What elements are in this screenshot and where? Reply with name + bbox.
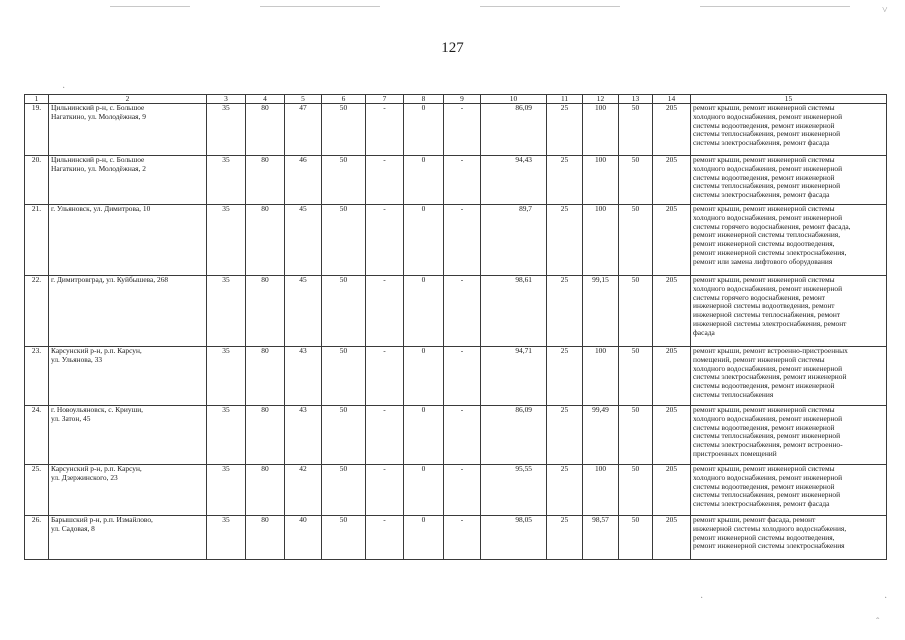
row-number: 23. <box>25 347 49 406</box>
col-6-cell: 50 <box>322 465 366 516</box>
col-14-cell: 205 <box>653 104 691 156</box>
col-4-cell: 80 <box>246 104 285 156</box>
col-9-cell: - <box>444 104 481 156</box>
col-14-cell: 205 <box>653 205 691 276</box>
col-8-cell: 0 <box>404 104 444 156</box>
col-5-cell: 47 <box>285 104 322 156</box>
column-header-15: 15 <box>691 95 887 104</box>
repair-program-table <box>24 94 887 560</box>
col-11-cell: 25 <box>547 156 583 205</box>
col-12-cell: 99,15 <box>583 276 619 347</box>
col-12-cell: 100 <box>583 347 619 406</box>
col-3-cell: 35 <box>207 276 246 347</box>
col-8-cell: 0 <box>404 347 444 406</box>
col-4-cell: 80 <box>246 156 285 205</box>
column-header-6: 6 <box>322 95 366 104</box>
col-5-cell: 46 <box>285 156 322 205</box>
col-4-cell: 80 <box>246 406 285 465</box>
col-6-cell: 50 <box>322 205 366 276</box>
col-14-cell: 205 <box>653 465 691 516</box>
col-9-cell: - <box>444 156 481 205</box>
works-list-cell: ремонт крыши, ремонт инженерной системы холодного водоснабжения, ремонт инженерной системы горячего водоснабжения, ремонт фасада, ремонт инженерной системы теплоснабжения, ремонт инженерной системы водоотведения, ремонт инженерной системы электроснабжения, ремонт или замена лифтового оборудования <box>691 205 887 276</box>
col-7-cell: - <box>366 406 404 465</box>
col-8-cell: 0 <box>404 205 444 276</box>
col-10-cell: 95,55 <box>481 465 547 516</box>
column-header-11: 11 <box>547 95 583 104</box>
scan-edge-line <box>260 6 380 7</box>
table-row <box>25 104 887 156</box>
col-7-cell: - <box>366 465 404 516</box>
col-13-cell: 50 <box>619 205 653 276</box>
col-3-cell: 35 <box>207 104 246 156</box>
col-10-cell: 98,61 <box>481 276 547 347</box>
col-7-cell: - <box>366 104 404 156</box>
address-cell: г. Новоульяновск, с. Криуши, ул. Затон, 45 <box>49 406 207 465</box>
column-header-2: 2 <box>49 95 207 104</box>
col-11-cell: 25 <box>547 205 583 276</box>
col-4-cell: 80 <box>246 516 285 560</box>
column-header-8: 8 <box>404 95 444 104</box>
scan-dot: · <box>700 593 704 604</box>
col-3-cell: 35 <box>207 516 246 560</box>
col-14-cell: 205 <box>653 276 691 347</box>
col-14-cell: 205 <box>653 516 691 560</box>
works-list-cell: ремонт крыши, ремонт инженерной системы холодного водоснабжения, ремонт инженерной системы водоотведения, ремонт инженерной системы теплоснабжения, ремонт инженерной системы электроснабжения, ремонт фасада <box>691 156 887 205</box>
scan-mark: ˅ <box>882 5 888 16</box>
col-6-cell: 50 <box>322 104 366 156</box>
col-8-cell: 0 <box>404 516 444 560</box>
col-5-cell: 45 <box>285 276 322 347</box>
column-header-4: 4 <box>246 95 285 104</box>
col-9-cell: - <box>444 516 481 560</box>
scan-edge-line <box>480 6 620 7</box>
col-10-cell: 98,05 <box>481 516 547 560</box>
scan-dot: · <box>884 593 888 604</box>
works-list-cell: ремонт крыши, ремонт инженерной системы холодного водоснабжения, ремонт инженерной системы водоотведения, ремонт инженерной системы теплоснабжения, ремонт инженерной системы электроснабжения, ремонт фасада <box>691 104 887 156</box>
row-number: 22. <box>25 276 49 347</box>
col-10-cell: 86,09 <box>481 104 547 156</box>
col-10-cell: 94,71 <box>481 347 547 406</box>
column-header-7: 7 <box>366 95 404 104</box>
scan-edge-line <box>110 6 190 7</box>
row-number: 21. <box>25 205 49 276</box>
col-13-cell: 50 <box>619 104 653 156</box>
col-5-cell: 42 <box>285 465 322 516</box>
table-row <box>25 205 887 276</box>
row-number: 25. <box>25 465 49 516</box>
col-12-cell: 100 <box>583 104 619 156</box>
col-13-cell: 50 <box>619 516 653 560</box>
works-list-cell: ремонт крыши, ремонт фасада, ремонт инженерной системы холодного водоснабжения, ремонт инженерной системы водоотведения, ремонт инженерной системы электроснабжения <box>691 516 887 560</box>
col-6-cell: 50 <box>322 347 366 406</box>
col-5-cell: 43 <box>285 406 322 465</box>
works-list-cell: ремонт крыши, ремонт инженерной системы холодного водоснабжения, ремонт инженерной системы водоотведения, ремонт инженерной системы теплоснабжения, ремонт инженерной системы электроснабжения, ремонт встроенно- пристроенных помещений <box>691 406 887 465</box>
address-cell: г. Димитровград, ул. Куйбышева, 268 <box>49 276 207 347</box>
scan-mark: ˆ <box>876 617 880 628</box>
col-3-cell: 35 <box>207 347 246 406</box>
col-3-cell: 35 <box>207 465 246 516</box>
col-13-cell: 50 <box>619 465 653 516</box>
col-12-cell: 99,49 <box>583 406 619 465</box>
col-6-cell: 50 <box>322 516 366 560</box>
col-3-cell: 35 <box>207 156 246 205</box>
col-8-cell: 0 <box>404 156 444 205</box>
row-number: 26. <box>25 516 49 560</box>
col-6-cell: 50 <box>322 276 366 347</box>
col-7-cell: - <box>366 276 404 347</box>
col-3-cell: 35 <box>207 205 246 276</box>
scan-dot: · <box>62 83 66 94</box>
col-12-cell: 100 <box>583 465 619 516</box>
col-10-cell: 86,09 <box>481 406 547 465</box>
row-number: 20. <box>25 156 49 205</box>
address-cell: Карсунский р-н, р.п. Карсун, ул. Дзержинского, 23 <box>49 465 207 516</box>
table-row <box>25 406 887 465</box>
col-7-cell: - <box>366 347 404 406</box>
works-list-cell: ремонт крыши, ремонт инженерной системы холодного водоснабжения, ремонт инженерной системы водоотведения, ремонт инженерной системы теплоснабжения, ремонт инженерной системы электроснабжения, ремонт фасада <box>691 465 887 516</box>
col-6-cell: 50 <box>322 156 366 205</box>
col-9-cell: - <box>444 205 481 276</box>
col-11-cell: 25 <box>547 406 583 465</box>
table-row <box>25 347 887 406</box>
table-header-row <box>25 95 887 104</box>
table-row <box>25 276 887 347</box>
scan-edge-line <box>700 6 850 7</box>
col-11-cell: 25 <box>547 276 583 347</box>
column-header-13: 13 <box>619 95 653 104</box>
col-9-cell: - <box>444 276 481 347</box>
works-list-cell: ремонт крыши, ремонт инженерной системы холодного водоснабжения, ремонт инженерной системы горячего водоснабжения, ремонт инженерной системы водоотведения, ремонт инженерной системы теплоснабжения, ремонт инженерной системы электроснабжения, ремонт фасада <box>691 276 887 347</box>
column-header-9: 9 <box>444 95 481 104</box>
column-header-3: 3 <box>207 95 246 104</box>
col-7-cell: - <box>366 156 404 205</box>
col-4-cell: 80 <box>246 276 285 347</box>
table-row <box>25 156 887 205</box>
col-5-cell: 45 <box>285 205 322 276</box>
col-4-cell: 80 <box>246 465 285 516</box>
column-header-5: 5 <box>285 95 322 104</box>
col-4-cell: 80 <box>246 205 285 276</box>
col-11-cell: 25 <box>547 104 583 156</box>
address-cell: Цильнинский р-н, с. Большое Нагаткино, ул. Молодёжная, 2 <box>49 156 207 205</box>
col-8-cell: 0 <box>404 406 444 465</box>
col-7-cell: - <box>366 516 404 560</box>
column-header-10: 10 <box>481 95 547 104</box>
col-4-cell: 80 <box>246 347 285 406</box>
col-11-cell: 25 <box>547 516 583 560</box>
col-5-cell: 43 <box>285 347 322 406</box>
col-11-cell: 25 <box>547 465 583 516</box>
col-11-cell: 25 <box>547 347 583 406</box>
col-12-cell: 100 <box>583 156 619 205</box>
col-3-cell: 35 <box>207 406 246 465</box>
address-cell: Карсунский р-н, р.п. Карсун, ул. Ульянова, 33 <box>49 347 207 406</box>
column-header-12: 12 <box>583 95 619 104</box>
row-number: 24. <box>25 406 49 465</box>
col-10-cell: 94,43 <box>481 156 547 205</box>
works-list-cell: ремонт крыши, ремонт встроенно-пристроенных помещений, ремонт инженерной системы холодного водоснабжения, ремонт инженерной системы электроснабжения, ремонт инженерной системы водоотведения, ремонт инженерной системы теплоснабжения <box>691 347 887 406</box>
col-13-cell: 50 <box>619 276 653 347</box>
row-number: 19. <box>25 104 49 156</box>
col-9-cell: - <box>444 347 481 406</box>
col-13-cell: 50 <box>619 347 653 406</box>
col-14-cell: 205 <box>653 406 691 465</box>
col-13-cell: 50 <box>619 156 653 205</box>
page-number: 127 <box>441 40 464 56</box>
col-8-cell: 0 <box>404 276 444 347</box>
col-14-cell: 205 <box>653 156 691 205</box>
address-cell: Барышский р-н, р.п. Измайлово, ул. Садовая, 8 <box>49 516 207 560</box>
address-cell: Цильнинский р-н, с. Большое Нагаткино, ул. Молодёжная, 9 <box>49 104 207 156</box>
col-12-cell: 100 <box>583 205 619 276</box>
table-row <box>25 465 887 516</box>
table-row <box>25 516 887 560</box>
col-9-cell: - <box>444 406 481 465</box>
col-13-cell: 50 <box>619 406 653 465</box>
col-9-cell: - <box>444 465 481 516</box>
col-12-cell: 98,57 <box>583 516 619 560</box>
col-6-cell: 50 <box>322 406 366 465</box>
col-14-cell: 205 <box>653 347 691 406</box>
column-header-14: 14 <box>653 95 691 104</box>
column-header-1: 1 <box>25 95 49 104</box>
col-5-cell: 40 <box>285 516 322 560</box>
col-10-cell: 89,7 <box>481 205 547 276</box>
address-cell: г. Ульяновск, ул. Димитрова, 10 <box>49 205 207 276</box>
col-7-cell: - <box>366 205 404 276</box>
col-8-cell: 0 <box>404 465 444 516</box>
